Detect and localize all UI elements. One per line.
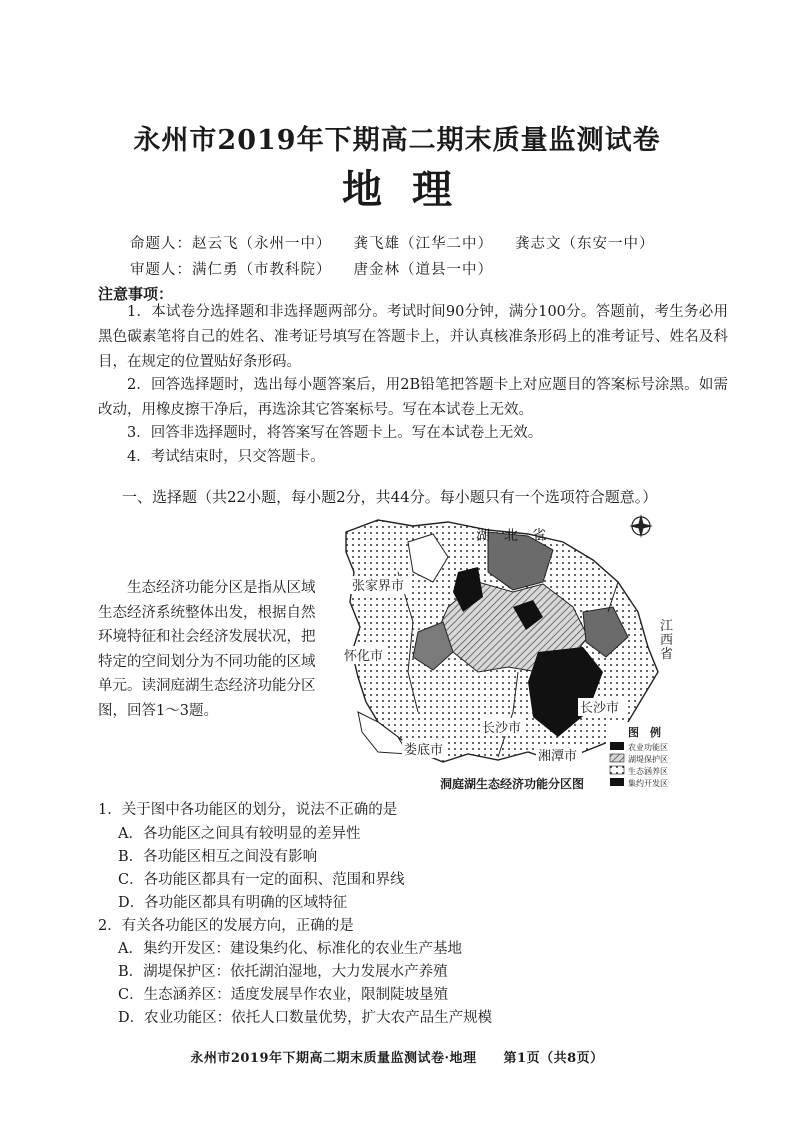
- question-2-stem: 2．有关各功能区的发展方向，正确的是: [98, 918, 354, 934]
- label-changsha-west: 长沙市: [482, 721, 522, 736]
- notice-title: 注意事项：: [98, 285, 174, 303]
- map-legend: [606, 722, 686, 792]
- q2-option-b: B．湖堤保护区：依托湖泊湿地，大力发展水产养殖: [118, 964, 448, 980]
- label-xiangtan: 湘潭市: [538, 749, 578, 764]
- q1-option-c: C．各功能区都具有一定的面积、范围和界线: [118, 872, 405, 888]
- label-jiangxi-1: 江: [660, 619, 674, 634]
- section-heading: 一、选择题（共22小题，每小题2分，共44分。每小题只有一个选项符合题意。）: [122, 488, 658, 506]
- label-jiangxi-2: 西: [660, 633, 674, 648]
- setter-2: 龚飞雄（江华二中）: [353, 236, 493, 252]
- map-caption: 洞庭湖生态经济功能分区图: [440, 777, 585, 791]
- legend-title: 图 例: [628, 726, 661, 739]
- setter-1: 赵云飞（永州一中）: [192, 236, 332, 252]
- legend-swatch-lake: [610, 754, 624, 762]
- notice-item-1: 1．本试卷分选择题和非选择题两部分。考试时间90分钟，满分100分。答题前，考生务必用黑色碳素笔将自己的姓名、准考证号填写在答题卡上，并认真核准条形码上的准考证号、姓名及科目，在规定的位置贴好条形码。: [98, 304, 728, 370]
- label-hubei: 湖 北 省: [476, 528, 546, 544]
- legend-eco: 生态涵养区: [628, 767, 668, 776]
- legend-agri: 农业功能区: [628, 743, 668, 752]
- q1-option-d: D．各功能区都具有明确的区域特征: [118, 895, 348, 911]
- setter-3: 龚志文（东安一中）: [515, 236, 655, 252]
- legend-swatch-dev: [610, 778, 624, 786]
- label-changsha-east: 长沙市: [580, 701, 620, 716]
- q1-option-b: B．各功能区相互之间没有影响: [118, 849, 318, 865]
- dongting-map: [338, 512, 690, 794]
- reviewer-2: 唐金林（道县一中）: [353, 262, 493, 278]
- reviewers-label: 审题人：: [130, 262, 192, 278]
- compass-icon: [629, 514, 653, 538]
- notice-item-3: 3．回答非选择题时，将答案写在答题卡上。写在本试卷上无效。: [127, 425, 543, 441]
- label-loudi: 娄底市: [404, 743, 444, 758]
- label-zhangjiajie: 张家界市: [352, 579, 405, 594]
- intro-text: 生态经济功能分区是指从区域生态经济系统整体出发，根据自然环境特征和社会经济发展状况，把特定的空间划分为不同功能的区域单元。读洞庭湖生态经济功能分区图，回答1～3题。: [98, 580, 316, 719]
- reviewers-line: [130, 258, 515, 279]
- label-jiangxi-3: 省: [660, 647, 674, 662]
- q1-option-a: A．各功能区之间具有较明显的差异性: [118, 826, 361, 842]
- subject-title: 地理: [342, 166, 482, 213]
- q2-option-d: D．农业功能区：依托人口数量优势，扩大农产品生产规模: [118, 1010, 493, 1026]
- legend-lake: 湖堤保护区: [628, 755, 668, 764]
- legend-swatch-agri: [610, 742, 624, 750]
- legend-dev: 集约开发区: [628, 779, 668, 788]
- page-footer: 永州市2019年下期高二期末质量监测试卷·地理 第1页（共8页）: [190, 1051, 604, 1066]
- setters-line: [130, 232, 677, 253]
- question-1-stem: 1．关于图中各功能区的划分，说法不正确的是: [98, 802, 398, 818]
- reviewer-1: 满仁勇（市教科院）: [192, 262, 332, 278]
- notice-item-4: 4．考试结束时，只交答题卡。: [127, 449, 325, 465]
- q2-option-a: A．集约开发区：建设集约化、标准化的农业生产基地: [118, 941, 462, 957]
- exam-title: 永州市2019年下期高二期末质量监测试卷: [133, 125, 661, 156]
- label-huaihua: 怀化市: [344, 649, 384, 664]
- notice-item-2: 2．回答选择题时，选出每小题答案后，用2B铅笔把答题卡上对应题目的答案标号涂黑。如需改动，用橡皮擦干净后，再选涂其它答案标号。写在本试卷上无效。: [98, 377, 728, 418]
- q2-option-c: C．生态涵养区：适度发展旱作农业，限制陡坡垦殖: [118, 987, 449, 1003]
- setters-label: 命题人：: [130, 236, 192, 252]
- legend-swatch-eco: [610, 766, 624, 774]
